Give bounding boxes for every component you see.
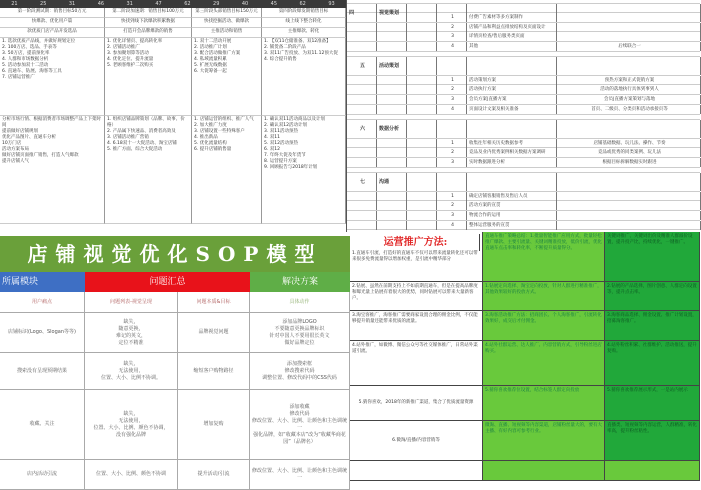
item-number: 2 [437, 201, 467, 210]
empty-cell [377, 42, 407, 51]
item-row [347, 23, 700, 33]
empty-cell [437, 57, 467, 75]
sop-title: 店铺视觉优化SOP模型 [0, 236, 350, 272]
section-name: 沟通 [377, 173, 407, 191]
empty-cell [347, 139, 377, 148]
item-number: 4 [437, 105, 467, 114]
sop-cell: 增加复购 [178, 390, 250, 460]
header-module: 所属模块 [0, 272, 85, 292]
empty-cell [377, 85, 407, 94]
item-number: 3 [437, 211, 467, 220]
column-number: 31 [126, 1, 133, 7]
column-number: 62 [184, 1, 191, 7]
empty-cell [347, 211, 377, 220]
empty-cell [407, 32, 437, 41]
promo-method-text: 5.猜你喜欢，2018年的新推广渠道，集合了优质流量资源 [358, 400, 474, 405]
empty-cell [407, 148, 437, 157]
item-task: 付费广告素材等多方案制作 [467, 13, 557, 22]
sop-cell: 店铺标识(Logo、Slogan等等) [0, 313, 85, 353]
item-note: 会员|直播方案策划与落地 [557, 95, 701, 104]
plan-cell: 主推活动和销售 [192, 28, 262, 38]
subheader-cell: 具体动作 [250, 292, 350, 313]
promo-method-text: 6.微淘/直播/内容营销等 [392, 437, 440, 443]
item-note [557, 192, 701, 201]
item-note: 店铺基础数据、玩儿法、操作、节奏 [557, 139, 701, 148]
plan-cell: 第二阶段加速期：销售目标100万元 [105, 8, 192, 18]
promo-method-text: 4.站外推广，如微博、微信公众号等社交媒体推广，日常站外渠道引流。 [352, 343, 478, 354]
empty-cell [377, 211, 407, 220]
promo-strategy-cell: 微淘、直播、短视频等内容渠道，店铺粉丝量大的，要有大主播、有好内容可参考行业。 [483, 421, 605, 460]
section-row [347, 173, 700, 192]
sop-cell: 收藏、关注 [0, 390, 85, 460]
empty-cell [407, 76, 437, 85]
item-task: 会员方案|直播方案 [467, 95, 557, 104]
column-number-row [0, 0, 346, 8]
empty-cell: 视觉策划 [377, 4, 407, 22]
column-number: 21 [11, 1, 18, 7]
empty-cell [377, 13, 407, 22]
sop-cell: 缺失， 无法使用， 位置、大小、比例不协调。 [85, 353, 178, 390]
empty-cell [407, 173, 437, 191]
empty-cell [377, 76, 407, 85]
item-row [347, 95, 700, 105]
item-row [347, 201, 700, 211]
sales-plan-sheet [0, 0, 346, 232]
header-problems: 问题汇总 [85, 272, 250, 292]
item-row [347, 105, 700, 115]
item-note: 首页、二级页、分类页和活动承接页等 [557, 105, 701, 114]
promo-method-text: 2.钻展、虽然在前期支持上不如前期直通车，但是在提高品牌度和曝光量上钻展有着很大的优势，同时钻展可以带来大量新客户。 [352, 284, 478, 301]
promo-method-cell [350, 232, 483, 281]
sop-cell: 店内活动引流 [0, 460, 85, 490]
promo-method-cell [350, 311, 483, 340]
promo-method-text: 1.直通车引流，打造好的直通车不仅可以带来流量转化还可以带来很多免费流量得以增加权重，是引流中精华部分 [352, 251, 478, 262]
plan-cell: 快爆款、优化用户篇 [0, 18, 105, 28]
promo-detail-cell: 4.站外粉丝积累、社群维护、活动推送，提升复购。 [605, 341, 700, 385]
promo-method-cell [350, 386, 483, 420]
item-number: 2 [437, 148, 467, 157]
item-row [347, 13, 700, 23]
column-number: 46 [97, 1, 105, 7]
section-number: 七 [347, 173, 377, 191]
sop-cell: 添加品牌LOGO 不要随意更换品牌标识 针对中国人不要用很长英文 做好品牌定位 [250, 313, 350, 353]
empty-cell [407, 105, 437, 114]
plan-cell: 主推爆款、转化 [262, 28, 346, 38]
item-number: 1 [437, 13, 467, 22]
item-number: 1 [437, 192, 467, 201]
empty-cell [377, 221, 407, 230]
promo-row [350, 421, 700, 461]
promo-method-cell [350, 341, 483, 385]
visual-sop-sheet [0, 232, 350, 481]
promo-row [350, 386, 700, 421]
empty-cell [377, 105, 407, 114]
sop-cell: 添加收藏 修改代码 修改位置、大小、比例、让颜色和主色调统一 强化品牌，如“收藏本店”改为“收藏华商花园”（品牌名） [250, 390, 350, 460]
header-solutions: 解决方案 [250, 272, 350, 292]
item-task: 店铺产品和利益点排放结构及页面设计 [467, 23, 557, 32]
plan-cell: 1. 优化详情页、提高转化率 2. 店铺活动推广 3. 参加聚划算等活动 4. 优化定位、提升流量 5. 老顾客维护二次购买 [105, 38, 192, 116]
plan-cell: 1. 组织店铺品牌策划（品牌、故事、价格） 2. 产品属下快速品、消费者高效及 3. 店铺活动推广营销 4. 6.18双十一大促活动、淘宝店铺 5. 推广方面、综合大促活动 [105, 116, 192, 224]
promo-strategy-cell: 1.钻展定向选择、淘宝定向投放，针对人群进行精准推广，其他效果较好的投放方式。 [483, 282, 605, 310]
empty-cell [407, 23, 437, 32]
empty-cell [347, 192, 377, 201]
plan-cell: 线上线下整合转化 [262, 18, 346, 28]
promo-detail-cell: 5.猜你喜欢推荐展示形式，一是站内展示 [605, 386, 700, 420]
empty-cell [377, 158, 407, 167]
item-row [347, 32, 700, 42]
sop-cell: 缩短客户购物路径 [178, 353, 250, 390]
empty-cell [377, 23, 407, 32]
item-task: 活动执行方案 [467, 85, 557, 94]
plan-cell: 1. 【双11仓储准备、双12准备】 2. 铺货备二阶段产品 3. 双11广告投放、为双11.12预大促 4. 综合提升销售 [262, 38, 346, 116]
plan-cell: 快找挖掘活动、做爆款 [192, 18, 262, 28]
section-name: 活动策划 [377, 57, 407, 75]
empty-cell [557, 57, 701, 75]
item-note: 根据目标拆解数据实时跟进 [557, 158, 701, 167]
promo-method-text: 3.淘宝客推广，淘客推广需要商家设置合理的佣金比例，不仅能够提升销量还能带来优质的流量。 [352, 313, 478, 324]
empty-cell [407, 95, 437, 104]
empty-cell [377, 192, 407, 201]
item-row [347, 192, 700, 202]
item-number: 1 [437, 139, 467, 148]
plan-cell: 第三阶段头部销售目标150万元 [192, 8, 262, 18]
plan-cell: 打造开会品牌爆款的销售 [105, 28, 192, 38]
subheader-cell: 问题本质&目标 [178, 292, 250, 313]
promo-row [350, 341, 700, 386]
empty-cell [347, 85, 377, 94]
promo-strategy-cell: 3.淘客活动推广方法：招商团长、个人淘客推广，引流转化效果好，成交后才付佣金。 [483, 311, 605, 340]
column-number: 47 [155, 1, 162, 7]
promo-detail-cell: 2.钻展的产品选择，图片创意、人群定向设置等，提升点击率。 [605, 282, 700, 310]
empty-cell [377, 148, 407, 157]
item-task: 页面设计文案及相关准备 [467, 105, 557, 114]
sop-cell: 缺失， 随意更换， 难记的英文， 定位不精准 [85, 313, 178, 353]
promo-detail-cell: 关键词推广、关键词出价及精准人群溢价设置，提升投产比，持续优化，一键推广。 [605, 232, 700, 281]
item-note [557, 13, 701, 22]
column-number: 31 [68, 1, 76, 7]
plan-cell: 1. 双十二活动开展 2. 活动推广计划 3. 配合活动做推广方案 4. 私域流量积累 5. 扩展无线数据 6. 大促筹备一起 [192, 38, 262, 116]
item-task: 竞品及业内优秀案例相关数据方案调研 [467, 148, 557, 157]
promo-method-cell [350, 282, 483, 310]
empty-cell [407, 42, 437, 51]
section-row [347, 4, 700, 16]
empty-cell [407, 13, 437, 22]
item-note: 竞品或优秀的同类案例、玩儿法 [557, 148, 701, 157]
empty-cell [377, 95, 407, 104]
promo-row [350, 311, 700, 341]
item-note [557, 201, 701, 210]
empty-cell: 四 [347, 4, 377, 22]
empty-cell [557, 120, 701, 138]
empty-cell [350, 461, 483, 480]
promotion-methods-sheet [350, 232, 700, 470]
plan-cell: 款优质门店产品开发选品 [0, 28, 105, 38]
sop-header-row [0, 272, 350, 292]
item-number: 3 [437, 95, 467, 104]
item-row [347, 139, 700, 149]
column-number: 45 [270, 1, 278, 7]
sales-plan-grid [0, 8, 346, 224]
promo-row [350, 282, 700, 311]
subheader-cell: 用户痛点 [0, 292, 85, 313]
empty-cell [347, 42, 377, 51]
empty-cell [437, 120, 467, 138]
item-row [347, 42, 700, 52]
promo-strategy-cell: 5.猜你喜欢推荐位设置，结合标签人群定向投放 [483, 386, 605, 420]
promo-strategy-cell: 直通车推广策略总结：1.批量智能推广应用方式，批量轻松推广爆款、主要引流量、关键词精准投放，低价引流，优化直通车点击率和转化率，不断提升质量得分。 [483, 232, 605, 281]
section-name: 数据分析 [377, 120, 407, 138]
column-number: 62 [299, 1, 306, 7]
empty-cell [407, 201, 437, 210]
column-number: 40 [241, 1, 249, 7]
item-task: 活动策划方案 [467, 76, 557, 85]
empty-cell [407, 211, 437, 220]
empty-cell [377, 139, 407, 148]
empty-cell [437, 173, 467, 191]
item-task: 活动方案的宣贯 [467, 201, 557, 210]
promo-detail-cell: 直播类、短视频等内容运营，人群精准，转化率高，提升粉丝粘性。 [605, 421, 700, 460]
sop-cell: 添加搜索框 修改搜索代码 调整位置、修改代码中的CSS代码 [250, 353, 350, 390]
empty-cell [407, 57, 437, 75]
empty-cell [347, 23, 377, 32]
plan-cell: 1. 店铺运营的组织、推广人气 2. 加大推广力度 3. 店铺设置一些特殊客户 4. 推出新品 5. 优化流量结构 6. 提升店铺销售量 [192, 116, 262, 224]
plan-cell: 第四阶段爆发期销售目标 [262, 8, 346, 18]
empty-cell [377, 201, 407, 210]
section-number: 六 [347, 120, 377, 138]
column-number: 25 [40, 1, 47, 7]
empty-cell [347, 105, 377, 114]
item-row [347, 76, 700, 86]
item-task: 收集往年相关历史数据参考 [467, 139, 557, 148]
item-note: 预热方案和正式促销方案 [557, 76, 701, 85]
subheader-cell: 问题列表-视觉呈现 [85, 292, 178, 313]
empty-cell [605, 461, 700, 480]
empty-cell [347, 76, 377, 85]
item-row [347, 85, 700, 95]
item-task: 整体运营服务的宣贯 [467, 221, 557, 230]
promo-row [350, 461, 700, 481]
item-number: 3 [437, 158, 467, 167]
plan-cell: 第一阶段测试期：销售目标50万元 [0, 8, 105, 18]
empty-cell [407, 139, 437, 148]
item-number: 3 [437, 32, 467, 41]
empty-cell [347, 221, 377, 230]
empty-cell [483, 461, 605, 480]
empty-cell [407, 120, 437, 138]
item-task: 详情页检查/售后服务类页面 [467, 32, 557, 41]
item-note: 后续联合一 [557, 42, 701, 51]
empty-cell [347, 158, 377, 167]
empty-cell [347, 13, 377, 22]
item-number: 2 [437, 23, 467, 32]
item-note: 活动的落地执行具体到事到人 [557, 85, 701, 94]
empty-cell [467, 57, 557, 75]
promo-title: 运营推广方法: [352, 234, 480, 251]
promo-detail-cell: 3.淘客商品选择、佣金设置、推广计划设置，招募淘客推广。 [605, 311, 700, 340]
section-number: 五 [347, 57, 377, 75]
item-number: 4 [437, 221, 467, 230]
empty-cell [557, 173, 701, 191]
operations-plan-sheet [346, 0, 700, 232]
empty-cell [347, 32, 377, 41]
empty-cell [407, 192, 437, 201]
item-number: 2 [437, 85, 467, 94]
empty-cell [347, 148, 377, 157]
plan-cell: 1. 选款优质产品线，并做好规划定位 2. 100万店、选品、手表等 3. 50万店，提前预化率 4. 人群和市场数据分析 5. 活动参加双十二活动 6. 直通车、钻展、淘客等工具 7. 店铺运营推广 [0, 38, 105, 116]
item-row [347, 221, 700, 231]
empty-cell [467, 120, 557, 138]
item-task: 其他 [467, 42, 557, 51]
item-task: 确定店铺客服销售及售后人员 [467, 192, 557, 201]
column-number: 93 [328, 1, 335, 7]
plan-cell: 分析市场行情、根据消费者市场调整产品上下架时间 提前做好店铺规划 优化产品图片、直通车分析 10万门店 活动方案布局 做好店铺页面推广销售，打造人气爆款 提升店铺人气 [0, 116, 105, 224]
item-row [347, 158, 700, 168]
sop-cell: 修改位置、大小、比例、让颜色和主色调统一 [250, 460, 350, 490]
sop-grid [0, 292, 350, 490]
item-note [557, 23, 701, 32]
empty-cell [347, 201, 377, 210]
item-task: 实时数据跟进分析 [467, 158, 557, 167]
item-number: 4 [437, 42, 467, 51]
empty-cell [467, 173, 557, 191]
plan-cell: 1. 确认双11活动商品以及计划 2. 确认双12活动计划 3. 双11活动预热 4. 双11 5. 双12活动预热 6. 双12 7. 年终大促及年货节 8. 运营提升方案 9. 回顾报告与2018年计划 [262, 116, 346, 224]
item-task: 物流合作的运用 [467, 211, 557, 220]
promo-method-cell [350, 421, 483, 460]
sop-cell: 提升活动/引流 [178, 460, 250, 490]
empty-cell [407, 158, 437, 167]
empty-cell [407, 221, 437, 230]
section-row [347, 120, 700, 139]
sop-cell: 缺失， 无法使用， 位置、大小、比例、颜色不协调， 没有强化品牌 [85, 390, 178, 460]
section-row [347, 57, 700, 76]
item-row [347, 211, 700, 221]
item-note [557, 221, 701, 230]
sop-cell: 位置、大小、比例、颜色不协调 [85, 460, 178, 490]
plan-cell: 快找到线下款爆款积累数据 [105, 18, 192, 28]
item-note [557, 32, 701, 41]
empty-cell [347, 95, 377, 104]
sop-cell: 搜索没有呈现预期结果 [0, 353, 85, 390]
promo-strategy-cell: 4.站外社群运营、达人推广、内容营销方式，引导粉丝进店购买。 [483, 341, 605, 385]
empty-cell [377, 32, 407, 41]
item-row [347, 148, 700, 158]
sop-cell: 品牌视觉问题 [178, 313, 250, 353]
item-note [557, 211, 701, 220]
column-number: 29 [213, 1, 220, 7]
empty-cell [407, 85, 437, 94]
promo-row [350, 232, 700, 282]
item-number: 1 [437, 76, 467, 85]
